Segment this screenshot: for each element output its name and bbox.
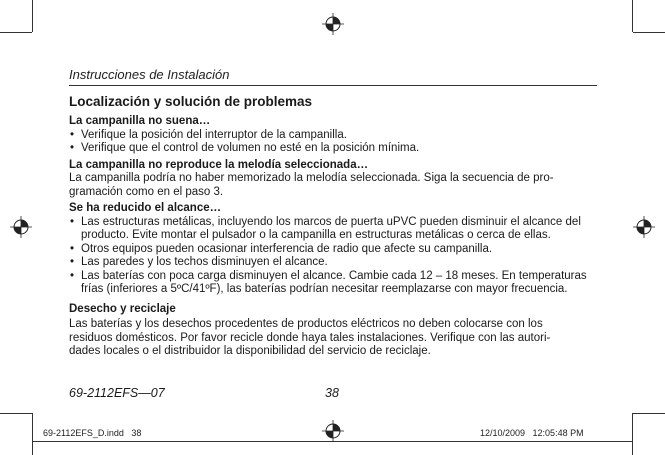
registration-mark-icon [633,216,655,238]
subsection-heading: La campanilla no reproduce la melodía seleccionada… [69,158,369,171]
crop-mark [32,413,33,455]
document-number: 69-2112EFS—07 [69,386,165,400]
slug-filename: 69-2112EFS_D.indd 38 [43,428,142,438]
list-item: • Las baterías con poca carga disminuyen el alcance. Cambie cada 12 – 18 meses. En temperaturas frías (inferiores a 5ºC/41ºF), las baterías podrían necesitar reemplazarse con mayor frecuencia. [69,270,599,297]
paragraph-line: dades locales o el distribuidor la disponibilidad del servicio de reciclaje. [69,345,431,357]
subsection [69,115,599,156]
list-item: • Las estructuras metálicas, incluyendo los marcos de puerta uPVC pueden disminuir el alcance del producto. Evite montar el pulsador o la campanilla en estructuras metálicas o cerca de ellas. [69,216,599,243]
list-item: • Las paredes y los techos disminuyen el alcance. [69,256,599,270]
crop-mark [633,413,665,414]
crop-mark [632,0,633,32]
paragraph-line: Las baterías y los desechos procedentes de productos eléctricos no deben colocarse con los [69,318,543,330]
crop-mark [632,413,633,455]
disposal-section [69,303,599,359]
crop-mark [633,32,665,33]
paragraph-line: La campanilla podría no haber memorizado la melodía seleccionada. Siga la secuencia de pro- [69,172,554,184]
page-number: 38 [325,386,339,400]
header-rule [69,85,597,86]
registration-mark-icon [10,216,32,238]
registration-mark-icon [322,420,344,442]
bullet-list [69,129,599,156]
list-item: • Verifique que el control de volumen no esté en la posición mínima. [69,142,599,156]
page-content [69,94,599,359]
crop-mark [0,413,32,414]
list-item: • Verifique la posición del interruptor de la campanilla. [69,129,599,143]
subsection-heading: Desecho y reciclaje [69,302,176,315]
crop-mark [0,32,32,33]
subsection [69,202,599,297]
bullet-list [69,216,599,297]
subsection-heading: Se ha reducido el alcance… [69,202,222,214]
section-title: Localización y solución de problemas [69,94,313,109]
list-item: • Otros equipos pueden ocasionar interferencia de radio que afecte su campanilla. [69,243,599,257]
subsection [69,159,599,200]
subsection-heading: La campanilla no suena… [69,115,211,127]
registration-mark-icon [322,13,344,35]
running-header: Instrucciones de Instalación [69,67,230,82]
crop-mark [32,0,33,32]
paragraph-line: gramación como en el paso 3. [69,185,224,198]
paragraph-line: residuos domésticos. Por favor recicle donde haya tales instalaciones. Verifique con las autori- [69,331,551,344]
slug-timestamp: 12/10/2009 12:05:48 PM [480,428,584,438]
